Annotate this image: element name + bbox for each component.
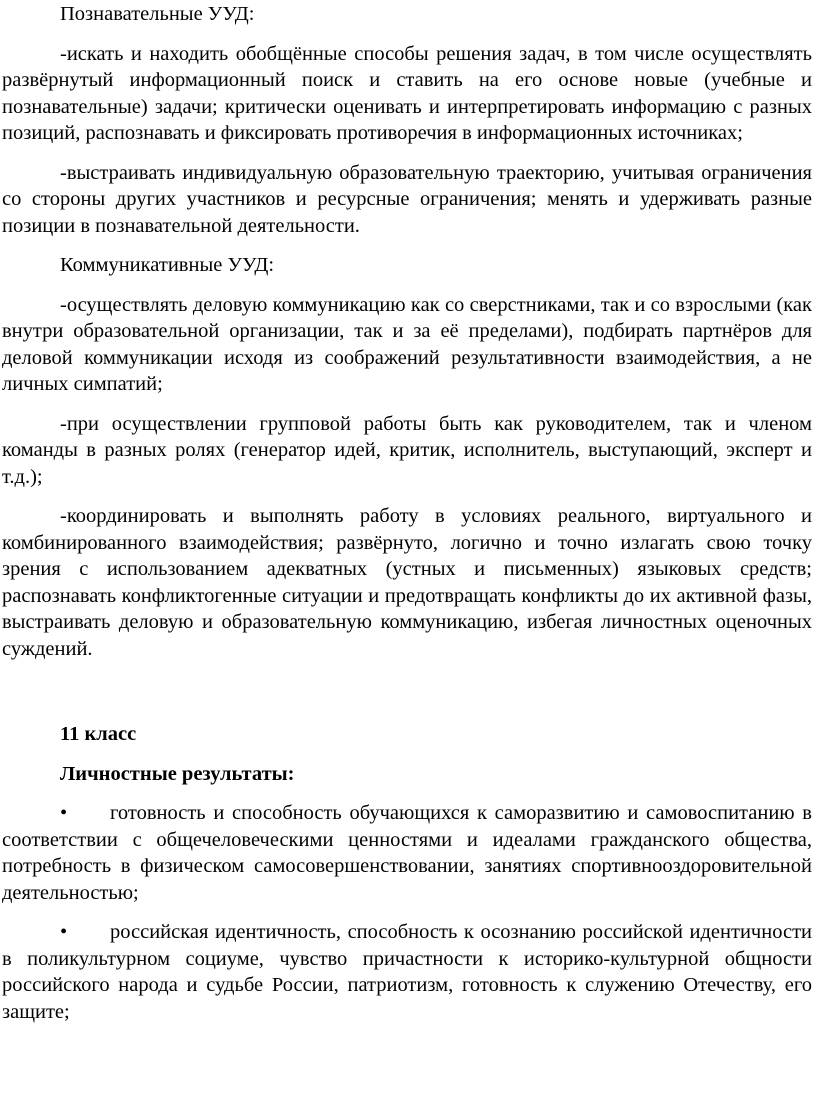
communicative-item: -координировать и выполнять работу в условиях реального, виртуального и комбинированного взаимодействия; развёрнуто, логично и точно излагать свою точку зрения с использованием адекватных (устных и письменных) языковых средств; распознавать конфликтогенные ситуации и предотвращать конфликты до их активной фазы, выстраивать деловую и образовательную коммуникацию, избегая личностных оценочных суждений. [2,505,812,660]
personal-item-text: готовность и способность обучающихся к саморазвитию и самовоспитанию в соответствии с общечеловеческими ценностями и идеалами гражданского общества, потребность в физическом самосовершенствовании, занятиях спортивнооздоровительной деятельностью; [2,802,812,904]
personal-item [2,800,812,906]
grade-heading: 11 класс [60,723,137,745]
communicative-item: -осуществлять деловую коммуникацию как со сверстниками, так и со взрослыми (как внутри образовательной организации, так и за её пределами), подбирать партнёров для деловой коммуникации исходя из соображений результативности взаимодействия, а не личных симпатий; [2,293,812,395]
cognitive-item: -искать и находить обобщённые способы решения задач, в том числе осуществлять развёрнутый информационный поиск и ставить на его основе новые (учебные и познавательные) задачи; критически оценивать и интерпретировать информацию с разных позиций, распознавать и фиксировать противоречия в информационных источниках; [2,42,812,144]
personal-item-text: российская идентичность, способность к осознанию российской идентичности в поликультурном социуме, чувство причастности к историко-культурной общности российского народа и судьбе России, патриотизм, готовность к служению Отечеству, его защите; [2,921,812,1023]
bullet-marker: • [60,921,68,943]
communicative-heading: Коммуникативные УУД: [60,254,275,276]
personal-item [2,919,812,1025]
cognitive-heading: Познавательные УУД: [60,3,255,25]
communicative-item: -при осуществлении групповой работы быть как руководителем, так и членом команды в разных ролях (генератор идей, критик, исполнитель, выступающий, эксперт и т.д.); [2,412,812,488]
cognitive-item: -выстраивать индивидуальную образовательную траекторию, учитывая ограничения со стороны других участников и ресурсные ограничения; менять и удерживать разные позиции в познавательной деятельности. [2,161,812,237]
personal-results-heading: Личностные результаты: [60,762,295,785]
bullet-marker: • [60,802,68,824]
